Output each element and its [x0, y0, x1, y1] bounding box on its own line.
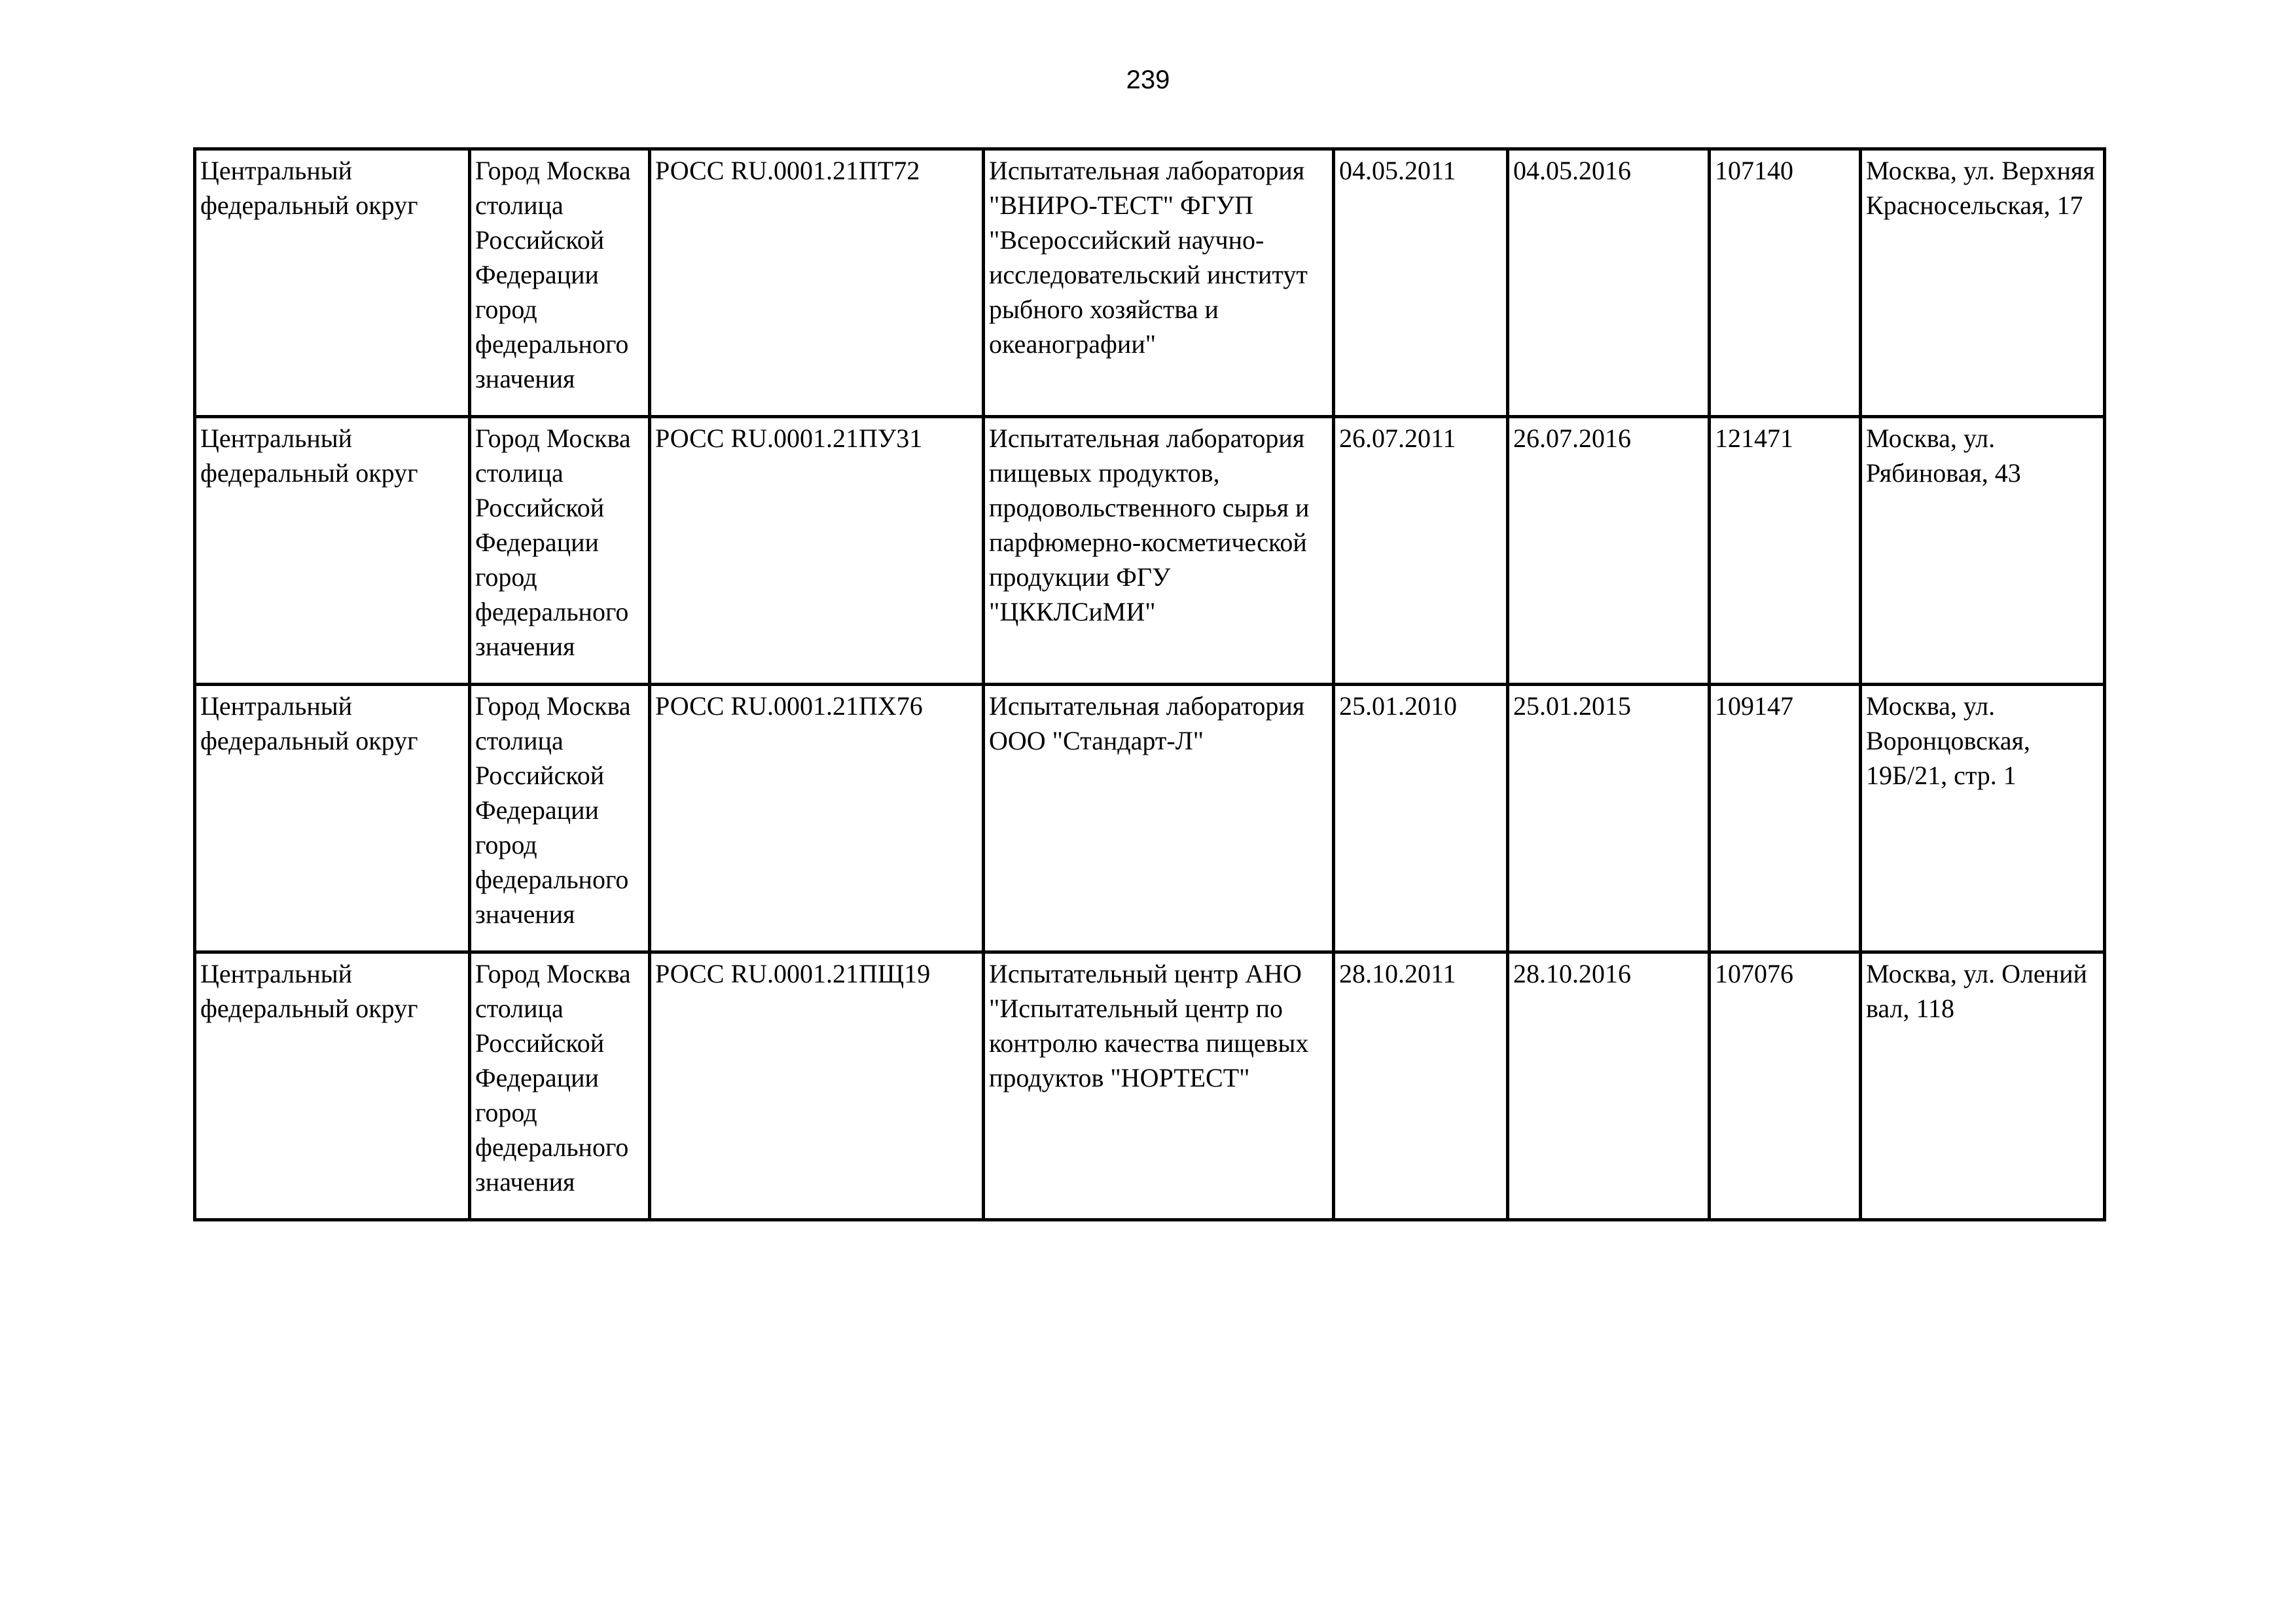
address-text: Москва, ул. Верхняя Красносельская, 17 — [1866, 156, 2095, 220]
date-issued-text: 04.05.2011 — [1339, 156, 1456, 185]
postal-code-cell — [1710, 417, 1861, 685]
registration-number-cell — [650, 685, 984, 952]
address-cell — [1861, 952, 2105, 1220]
date-issued-cell — [1334, 685, 1508, 952]
district-text: Центральный федеральный округ — [200, 691, 418, 755]
postal-code-text: 121471 — [1715, 424, 1793, 453]
table-row — [195, 952, 2105, 1220]
postal-code-text: 109147 — [1715, 691, 1793, 721]
address-cell — [1861, 149, 2105, 417]
address-text: Москва, ул. Олений вал, 118 — [1866, 959, 2087, 1023]
postal-code-cell — [1710, 685, 1861, 952]
postal-code-cell — [1710, 149, 1861, 417]
organization-cell — [984, 149, 1334, 417]
table-row — [195, 685, 2105, 952]
date-expires-text: 04.05.2016 — [1513, 156, 1631, 185]
address-text: Москва, ул. Воронцовская, 19Б/21, стр. 1 — [1866, 691, 2030, 790]
registration-number-text: РОСС RU.0001.21ПЩ19 — [655, 959, 931, 988]
address-cell — [1861, 685, 2105, 952]
table-row — [195, 417, 2105, 685]
district-text: Центральный федеральный округ — [200, 424, 418, 488]
date-expires-cell — [1508, 952, 1710, 1220]
organization-text: Испытательная лаборатория ООО "Стандарт-Л" — [989, 691, 1305, 755]
organization-cell — [984, 952, 1334, 1220]
date-issued-cell — [1334, 149, 1508, 417]
postal-code-text: 107140 — [1715, 156, 1793, 185]
region-text: Город Москва столица Российской Федерации город федерального значения — [475, 156, 631, 393]
date-expires-text: 28.10.2016 — [1513, 959, 1631, 988]
date-issued-text: 28.10.2011 — [1339, 959, 1456, 988]
district-cell — [195, 149, 470, 417]
district-text: Центральный федеральный округ — [200, 959, 418, 1023]
date-expires-text: 25.01.2015 — [1513, 691, 1631, 721]
postal-code-cell — [1710, 952, 1861, 1220]
postal-code-text: 107076 — [1715, 959, 1793, 988]
registration-number-cell — [650, 149, 984, 417]
address-cell — [1861, 417, 2105, 685]
organization-text: Испытательный центр АНО "Испытательный центр по контролю качества пищевых продуктов "НОРТЕСТ" — [989, 959, 1309, 1092]
registration-number-cell — [650, 417, 984, 685]
date-issued-text: 26.07.2011 — [1339, 424, 1456, 453]
address-text: Москва, ул. Рябиновая, 43 — [1866, 424, 2021, 488]
region-cell — [470, 417, 650, 685]
date-expires-cell — [1508, 149, 1710, 417]
region-cell — [470, 685, 650, 952]
registration-number-text: РОСС RU.0001.21ПХ76 — [655, 691, 923, 721]
table-row — [195, 149, 2105, 417]
organization-text: Испытательная лаборатория "ВНИРО-ТЕСТ" ФГУП "Всероссийский научно-исследовательский институт рыбного хозяйства и океанографии" — [989, 156, 1308, 359]
region-text: Город Москва столица Российской Федерации город федерального значения — [475, 691, 631, 929]
region-text: Город Москва столица Российской Федерации город федерального значения — [475, 959, 631, 1197]
date-issued-text: 25.01.2010 — [1339, 691, 1457, 721]
date-expires-cell — [1508, 685, 1710, 952]
region-text: Город Москва столица Российской Федерации город федерального значения — [475, 424, 631, 661]
date-issued-cell — [1334, 952, 1508, 1220]
region-cell — [470, 149, 650, 417]
district-cell — [195, 952, 470, 1220]
date-expires-cell — [1508, 417, 1710, 685]
district-cell — [195, 685, 470, 952]
registry-table — [193, 147, 2106, 1221]
organization-cell — [984, 685, 1334, 952]
organization-cell — [984, 417, 1334, 685]
date-expires-text: 26.07.2016 — [1513, 424, 1631, 453]
registration-number-cell — [650, 952, 984, 1220]
page-number: 239 — [1126, 65, 1170, 94]
district-cell — [195, 417, 470, 685]
registration-number-text: РОСС RU.0001.21ПУ31 — [655, 424, 923, 453]
district-text: Центральный федеральный округ — [200, 156, 418, 220]
date-issued-cell — [1334, 417, 1508, 685]
registration-number-text: РОСС RU.0001.21ПТ72 — [655, 156, 920, 185]
region-cell — [470, 952, 650, 1220]
organization-text: Испытательная лаборатория пищевых продуктов, продовольственного сырья и парфюмерно-косметической продукции ФГУ "ЦККЛСиМИ" — [989, 424, 1310, 626]
